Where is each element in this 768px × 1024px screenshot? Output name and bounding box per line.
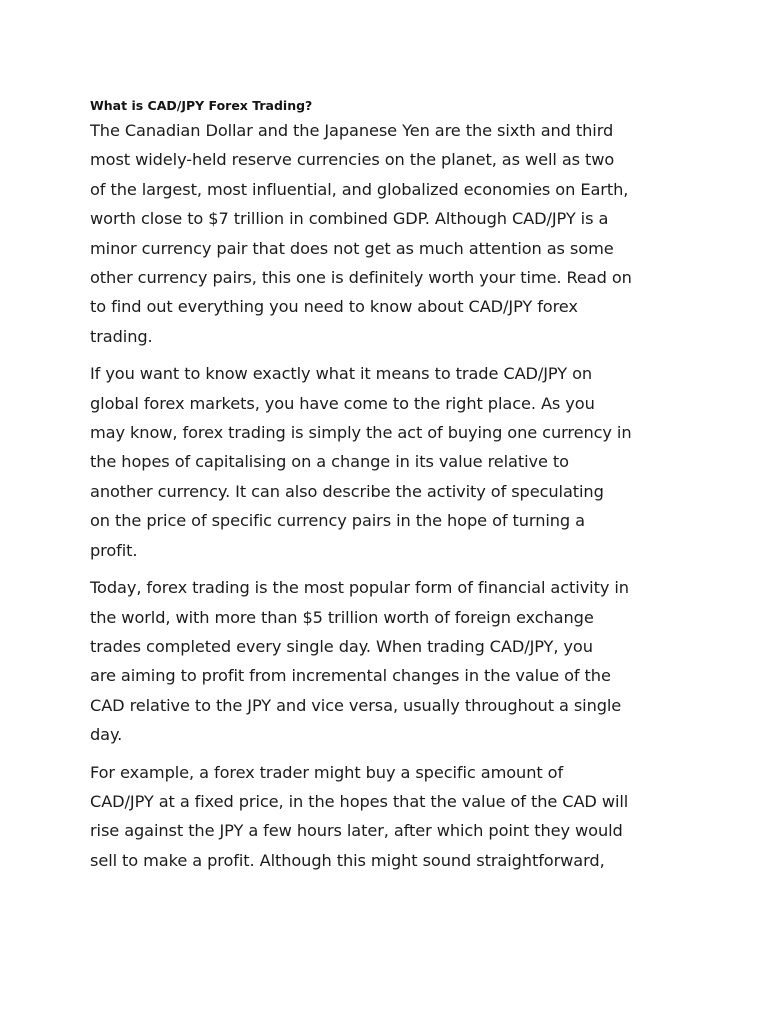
- paragraph-what-it-means: If you want to know exactly what it means to trade CAD/JPY on global forex markets, you have come to the right place. As you may know, forex trading is simply the act of buying one currency in the hopes of capitalising on a change in its value relative to another currency. It can also describe the activity of speculating on the price of specific currency pairs in the hope of turning a profit.: [90, 364, 632, 560]
- section-heading: What is CAD/JPY Forex Trading?: [90, 98, 313, 113]
- paragraph-intro: The Canadian Dollar and the Japanese Yen are the sixth and third most widely-held reserve currencies on the planet, as well as two of the largest, most influential, and globalized economies on Earth, worth close to $7 trillion in combined GDP. Although CAD/JPY is a minor currency pair that does not get as much attention as some other currency pairs, this one is definitely worth your time. Read on to find out everything you need to know about CAD/JPY forex trading.: [90, 121, 632, 346]
- paragraph-example: For example, a forex trader might buy a specific amount of CAD/JPY at a fixed price, in the hopes that the value of the CAD will rise against the JPY a few hours later, after which point they would sell to make a profit. Although this might sound straightforward,: [90, 762, 629, 870]
- paragraph-popularity: Today, forex trading is the most popular form of financial activity in the world, with more than $5 trillion worth of foreign exchange trades completed every single day. When trading CAD/JPY, you are aiming to profit from incremental changes in the value of the CAD relative to the JPY and vice versa, usually throughout a single day.: [90, 578, 629, 745]
- document-page: [90, 95, 690, 883]
